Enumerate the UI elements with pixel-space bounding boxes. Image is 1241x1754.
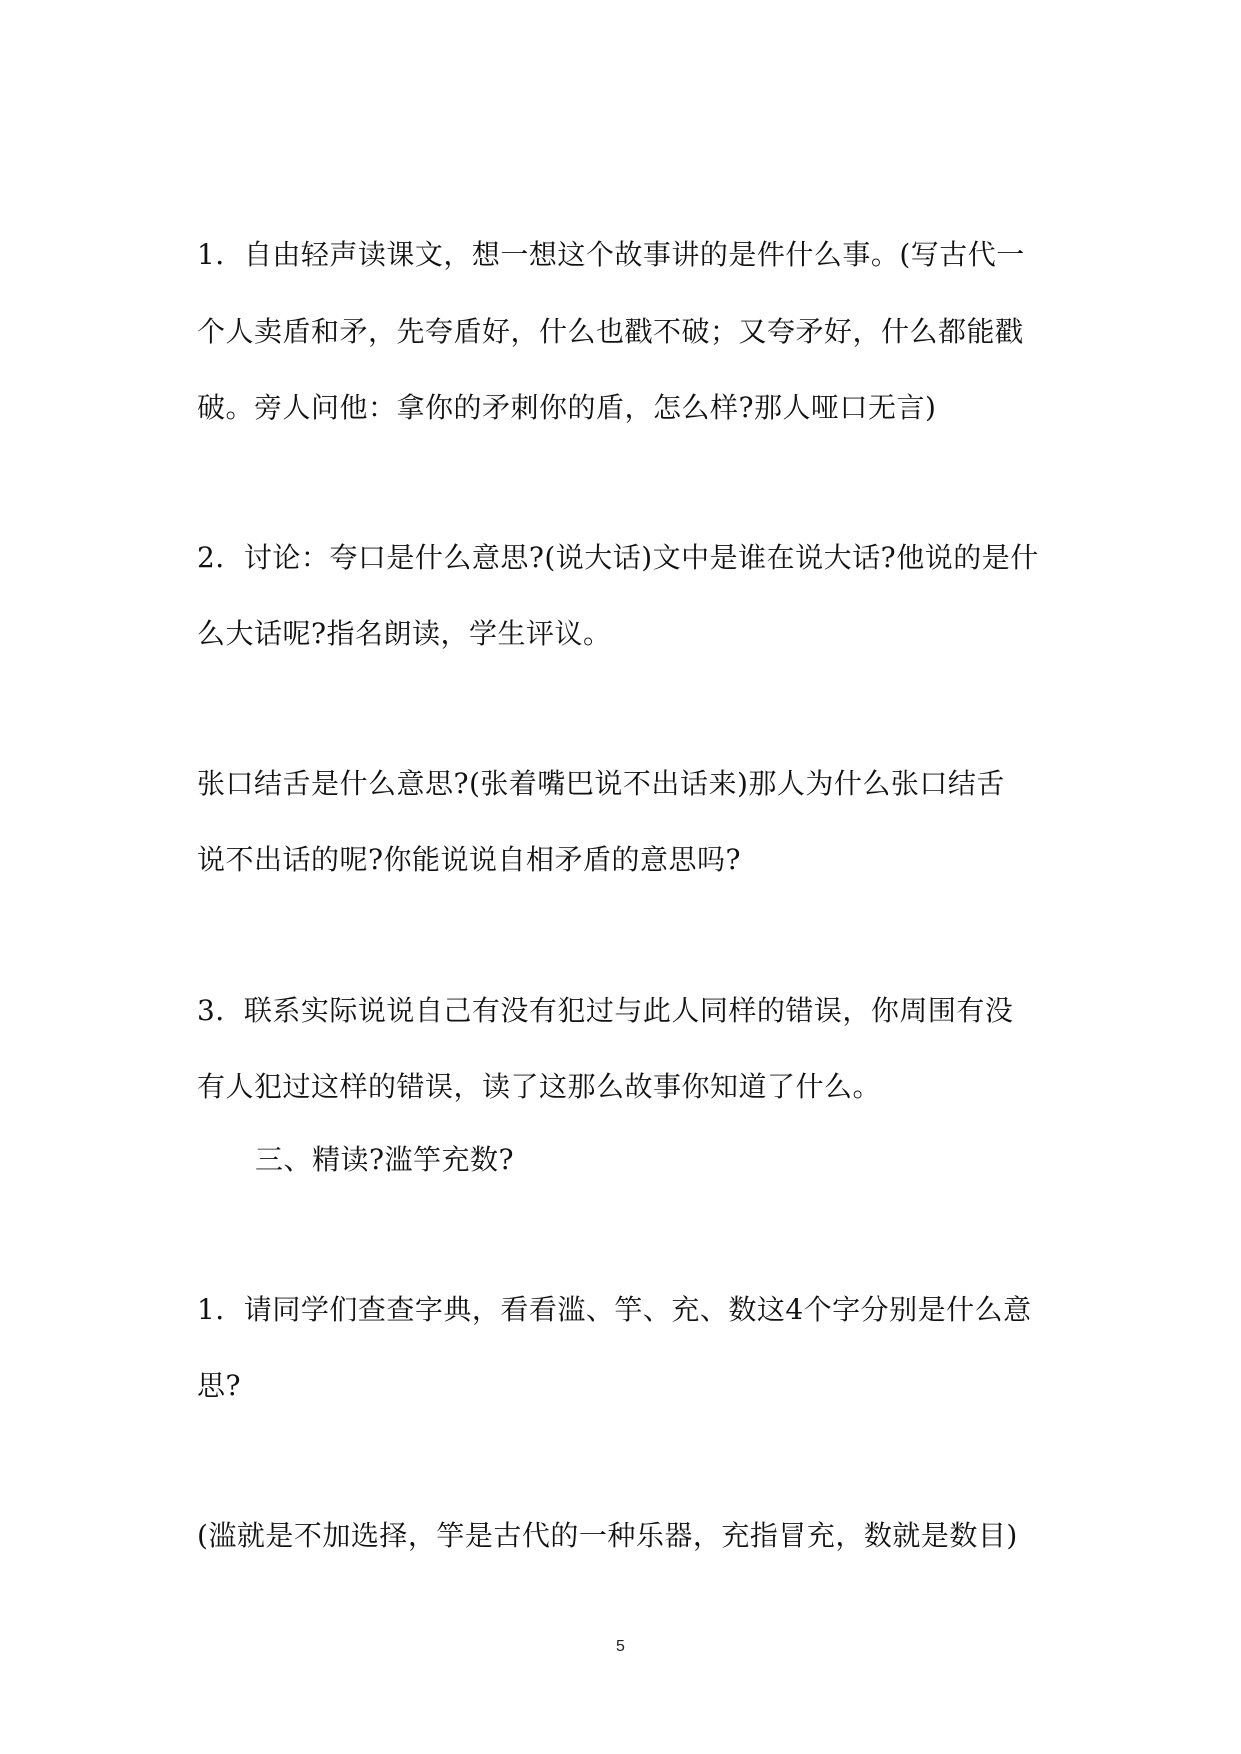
page-number: 5 xyxy=(616,1638,625,1655)
paragraph-line: 3．联系实际说说自己有没有犯过与此人同样的错误，你周围有没 xyxy=(197,994,1014,1027)
section-heading: 三、精读?滥竽充数? xyxy=(255,1143,515,1176)
paragraph-line: 思? xyxy=(197,1369,242,1402)
paragraph-line: 有人犯过这样的错误，读了这那么故事你知道了什么。 xyxy=(197,1070,882,1103)
paragraph-line: 2．讨论：夸口是什么意思?(说大话)文中是谁在说大话?他说的是什 xyxy=(197,541,1039,574)
paragraph-line: 破。旁人问他：拿你的矛刺你的盾，怎么样?那人哑口无言) xyxy=(197,391,937,424)
paragraph-line: (滥就是不加选择，竽是古代的一种乐器，充指冒充，数就是数目) xyxy=(197,1519,1018,1552)
paragraph-line: 1．自由轻声读课文，想一想这个故事讲的是件什么事。(写古代一 xyxy=(197,238,1025,271)
paragraph-line: 说不出话的呢?你能说说自相矛盾的意思吗? xyxy=(197,843,742,876)
paragraph-line: 个人卖盾和矛，先夸盾好，什么也戳不破；又夸矛好，什么都能戳 xyxy=(197,315,1024,348)
paragraph-line: 1．请同学们查查字典，看看滥、竽、充、数这4个字分别是什么意 xyxy=(197,1293,1032,1326)
paragraph-line: 么大话呢?指名朗读，学生评议。 xyxy=(197,617,612,650)
paragraph-line: 张口结舌是什么意思?(张着嘴巴说不出话来)那人为什么张口结舌 xyxy=(197,767,1005,800)
